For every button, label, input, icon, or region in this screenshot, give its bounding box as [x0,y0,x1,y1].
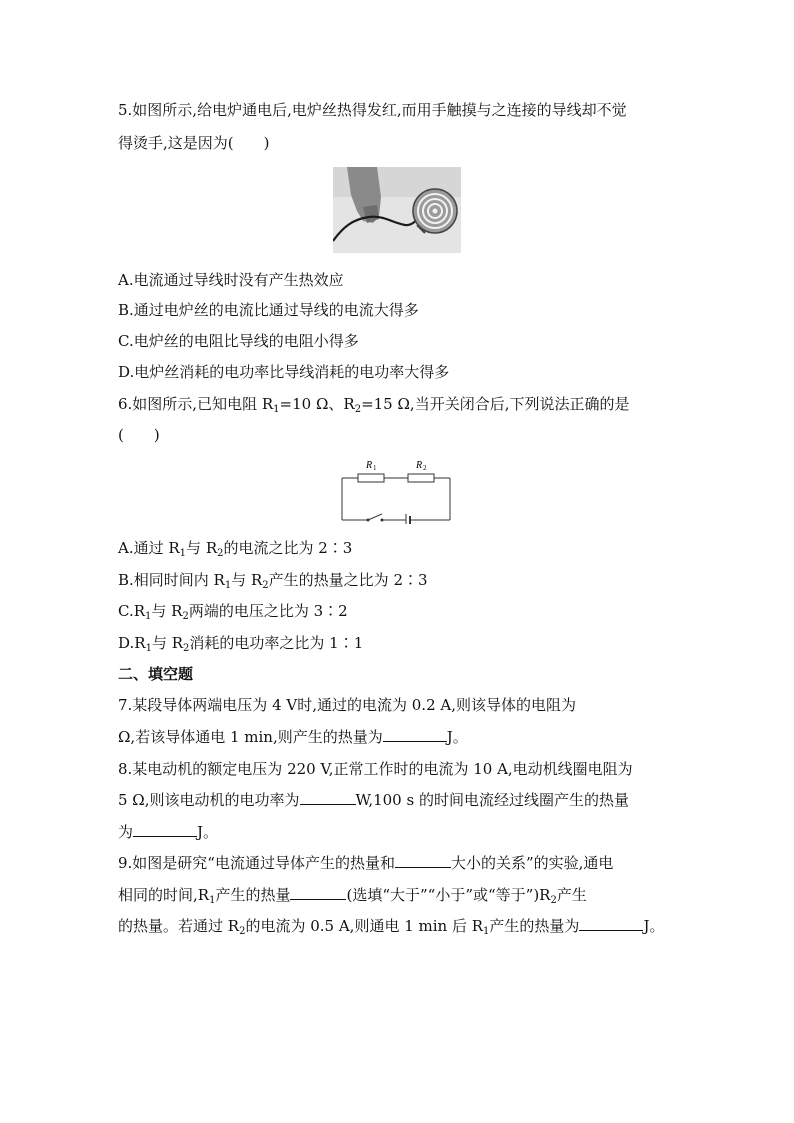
q8-line2: 5 Ω,则该电动机的电功率为 W,100 s 的时间电流经过线圈产生的热量 [118,791,629,809]
q6-stem-line1: 6.如图所示,已知电阻 $R_1=10$ Ω、$R_2=15$ Ω,当开关闭合后,下列说法正确的是 [118,395,630,415]
section-heading-fill-in: 二、填空题 [118,665,194,683]
q9-line3: 的热量。若通过 $R_2$的电流为 0.5 A,则通电 1 min 后 $R_1$产生的热量为 J。 [118,917,665,937]
q8-blank-power[interactable] [300,790,356,805]
q6-option-d: $D.R_1$与 $R_2$消耗的电功率之比为 1∶1 [118,634,364,654]
q8-line3: 为 J。 [118,823,219,841]
q5-stem-line1: 5.如图所示,给电炉通电后,电炉丝热得发红,而用手触摸与之连接的导线却不觉 [118,101,627,119]
q9-blank-heat[interactable] [579,916,643,931]
q5-option-d: D.电炉丝消耗的电功率比导线消耗的电功率大得多 [118,363,450,381]
q6-option-b: B.相同时间内 $R_1$与 $R_2$产生的热量之比为 2∶3 [118,571,428,591]
r2-label: R [416,460,423,471]
q7-line1: 7.某段导体两端电压为 4 V时,通过的电流为 0.2 A,则该导体的电阻为 [118,696,576,714]
q7-line2: Ω,若该导体通电 1 min,则产生的热量为 J。 [118,728,468,746]
q6-stem-line2: ( ) [118,426,160,444]
r1-label: R [366,460,373,471]
q5-option-b: B.通过电炉丝的电流比通过导线的电流大得多 [118,301,419,319]
q8-blank-heat[interactable] [133,822,197,837]
q9-blank-compare[interactable] [290,885,346,900]
r1-sub: 1 [373,464,377,472]
q5-stem-line2: 得烫手,这是因为( ) [118,134,270,152]
q5-option-a: A.电流通过导线时没有产生热效应 [118,271,344,289]
q9-blank-factor[interactable] [395,853,451,868]
q7-blank-heat[interactable] [383,727,447,742]
q9-line1: 9.如图是研究“电流通过导体产生的热量和 大小的关系”的实验,通电 [118,854,614,872]
r2-sub: 2 [423,464,427,472]
q6-option-c: $C.R_1$与 $R_2$两端的电压之比为 3∶2 [118,602,348,622]
series-circuit-diagram [338,452,456,524]
electric-stove-photo [333,167,461,253]
q6-option-a: A.通过 $R_1$与 $R_2$的电流之比为 2∶3 [118,539,353,559]
q8-line1: 8.某电动机的额定电压为 220 V,正常工作时的电流为 10 A,电动机线圈电阻为 [118,760,633,778]
q5-option-c: C.电炉丝的电阻比导线的电阻小得多 [118,332,359,350]
q9-line2: 相同的时间$,R_1$产生的热量 (选填“大于”“小于”或“等于$”)R_2$产生 [118,886,587,906]
